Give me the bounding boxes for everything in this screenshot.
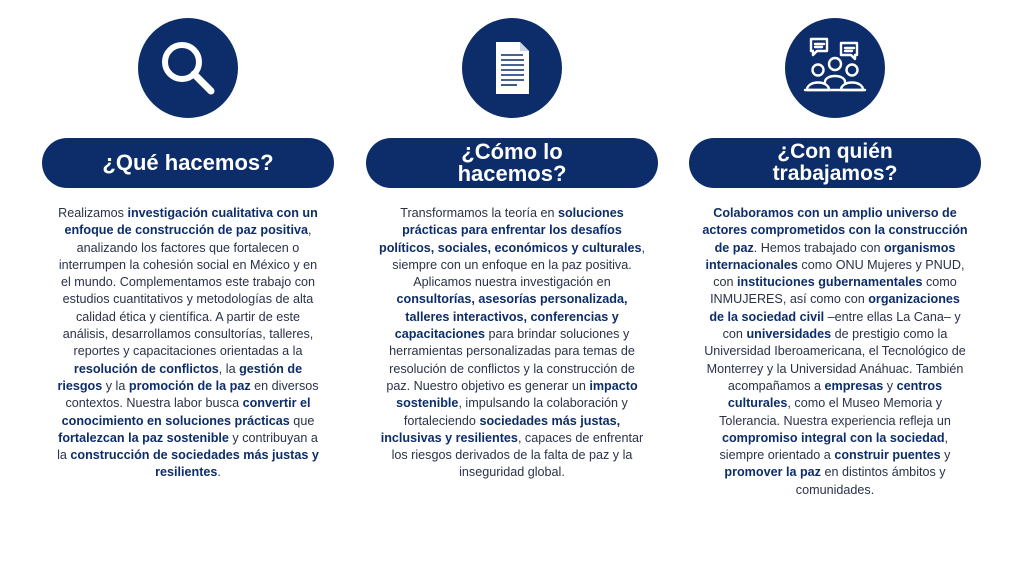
emphasis-text: construir puentes [834,448,941,463]
body-text-run: como ONU Mujeres y PNUD, con [713,257,965,290]
body-text-run: , como el Museo Memoria y Tolerancia. Nuestra experiencia refleja un [719,396,951,428]
body-text-run: Realizamos [58,206,128,220]
emphasis-text: Colaboramos con un amplio universo de actores comprometidos con la construcción de paz [702,206,968,255]
title-pill [689,138,981,188]
body-text-run: –entre ellas La Cana– y con [722,309,961,342]
emphasis-text: fortalezcan la paz sostenible [58,430,229,445]
column-title: ¿Con quién trabajamos? [772,140,898,185]
column-como-lo-hacemos [366,0,658,576]
document-icon [477,33,547,103]
body-text-run: , impulsando la colaboración y fortaleciendo [403,396,628,428]
emphasis-text: centros culturales [727,378,943,411]
emphasis-text: universidades [746,327,832,342]
body-text-run: y la [102,378,129,393]
body-text-run: . Hemos trabajado con [753,240,885,255]
body-text-run: de prestigio como la Universidad Iberoamericana, el Tecnológico de Monterrey y la Universidad Anáhuac. También acompañamos a [704,327,966,393]
emphasis-text: construcción de sociedades más justas y resilientes [70,448,319,480]
emphasis-text: compromiso integral con la sociedad [721,430,945,445]
body-text-run: y contribuyan a la [57,430,318,463]
emphasis-text: investigación cualitativa con un enfoque de construcción de paz positiva [64,206,318,238]
title-pill [366,138,658,188]
emphasis-text: sociedades más justas, inclusivas y resilientes [380,413,621,445]
body-text-run: , siempre orientado a [719,430,949,463]
emphasis-text: organismos internacionales [705,240,956,272]
body-text-run: , capaces de enfrentar los riesgos derivados de la falta de paz y la inseguridad global. [391,430,644,480]
body-text-run: en diversos contextos. Nuestra labor busca [65,378,319,411]
emphasis-text: resolución de conflictos [73,361,219,376]
title-pill [42,138,334,188]
column-body [54,205,322,482]
body-text-run: en distintos ámbitos y comunidades. [795,465,946,497]
emphasis-text: instituciones gubernamentales [737,275,923,290]
meeting-icon-circle [785,18,885,118]
body-text-run: , analizando los factores que fortalecen o interrumpen la cohesión social en México y en el mundo. Complementamos este trabajo con estudios cuantitativos y metodologías de alta calidad ética y científica. A partir de este análisis, desarrollamos consultorías, talleres, reportes y capacitaciones orientadas a la [58,223,318,359]
body-text-run: y [883,378,897,393]
body-text-run: , la [218,361,240,376]
emphasis-text: convertir el conocimiento en soluciones prácticas [61,396,311,428]
emphasis-text: empresas [824,378,884,393]
column-body [378,205,646,482]
emphasis-text: consultorías, asesorías personalizada, talleres interactivos, conferencias y capacitaciones [394,292,628,342]
emphasis-text: impacto sostenible [396,378,638,411]
magnifier-icon [153,33,223,103]
column-title: ¿Cómo lo hacemos? [457,139,567,186]
emphasis-text: promoción de la paz [128,378,251,393]
column-que-hacemos [42,0,334,576]
emphasis-text: gestión de riesgos [57,361,303,393]
body-text-run: Transformamos la teoría en [400,206,558,220]
body-text-run: . [217,465,221,480]
meeting-people-icon [797,30,873,106]
document-icon-circle [462,18,562,118]
emphasis-text: organizaciones de la sociedad civil [709,292,960,324]
magnifier-icon-circle [138,18,238,118]
body-text-run: que [289,413,315,428]
emphasis-text: promover la paz [724,465,821,480]
column-title: ¿Qué hacemos? [102,150,274,175]
body-text-run: para brindar soluciones y herramientas personalizadas para temas de resolución de conflictos y la construcción de paz. Nuestro objetivo es generar un [386,327,635,393]
column-con-quien-trabajamos [689,0,981,576]
emphasis-text: soluciones prácticas para enfrentar los desafíos políticos, sociales, económicos y culturales [379,206,642,255]
body-text-run: como INMUJERES, así como con [710,275,957,307]
column-body [701,205,969,499]
body-text-run: , siempre con un enfoque en la paz positiva. Aplicamos nuestra investigación en [392,240,645,290]
body-text-run: y [940,448,951,463]
